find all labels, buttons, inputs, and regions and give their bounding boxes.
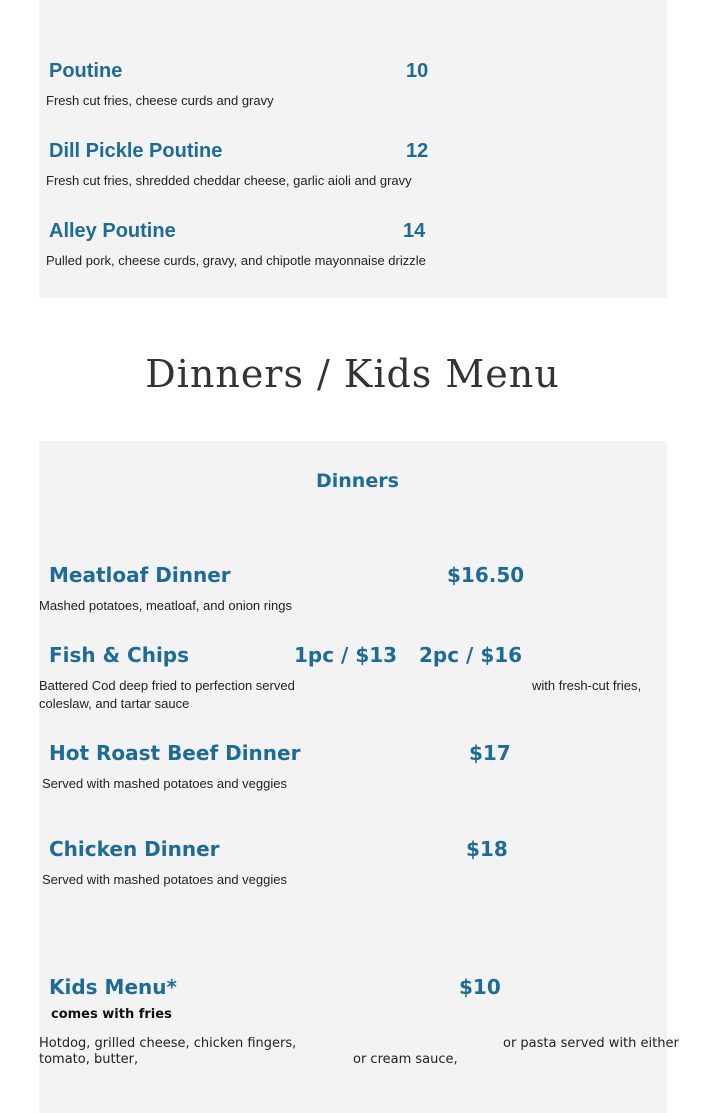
kids-menu-desc-line2: tomato, butter,: [39, 1052, 139, 1067]
kids-menu-price: $10: [459, 975, 501, 999]
kids-menu-desc-line2-cont: or cream sauce,: [353, 1052, 458, 1067]
hot-roast-beef-name: Hot Roast Beef Dinner: [49, 741, 301, 765]
fish-chips-name: Fish & Chips: [49, 643, 190, 667]
poutine-item-price: 10: [406, 60, 429, 82]
meatloaf-dinner-price: $16.50: [447, 563, 525, 587]
poutine-item-desc: Fresh cut fries, cheese curds and gravy: [46, 93, 274, 108]
kids-menu-desc: Hotdog, grilled cheese, chicken fingers,: [39, 1036, 297, 1051]
chicken-dinner-name: Chicken Dinner: [49, 837, 220, 861]
alley-poutine-name: Alley Poutine: [49, 220, 176, 242]
alley-poutine-price: 14: [403, 220, 426, 242]
fish-chips-price-2pc: 2pc / $16: [419, 643, 523, 667]
fish-chips-desc-cont: with fresh-cut fries,: [532, 678, 642, 693]
meatloaf-dinner-name: Meatloaf Dinner: [49, 563, 231, 587]
fish-chips-desc-line2: coleslaw, and tartar sauce: [39, 696, 190, 711]
meatloaf-dinner-desc: Mashed potatoes, meatloaf, and onion rings: [39, 598, 292, 613]
dinners-heading: Dinners: [316, 470, 399, 492]
hot-roast-beef-price: $17: [469, 741, 511, 765]
alley-poutine-desc: Pulled pork, cheese curds, gravy, and chipotle mayonnaise drizzle: [46, 253, 426, 268]
chicken-dinner-price: $18: [466, 837, 508, 861]
fish-chips-desc: Battered Cod deep fried to perfection served: [39, 678, 295, 693]
poutine-item-name: Poutine: [49, 60, 123, 82]
dill-pickle-poutine-desc: Fresh cut fries, shredded cheddar cheese, garlic aioli and gravy: [46, 173, 412, 188]
dill-pickle-poutine-price: 12: [406, 140, 429, 162]
chicken-dinner-desc: Served with mashed potatoes and veggies: [42, 872, 287, 887]
hot-roast-beef-desc: Served with mashed potatoes and veggies: [42, 776, 287, 791]
kids-menu-name: Kids Menu*: [49, 975, 177, 999]
section-title: Dinners / Kids Menu: [145, 352, 560, 396]
dill-pickle-poutine-name: Dill Pickle Poutine: [49, 140, 223, 162]
kids-menu-desc-cont: or pasta served with either: [503, 1036, 679, 1051]
fish-chips-price-1pc: 1pc / $13: [294, 643, 398, 667]
kids-menu-subtitle: comes with fries: [51, 1007, 172, 1022]
